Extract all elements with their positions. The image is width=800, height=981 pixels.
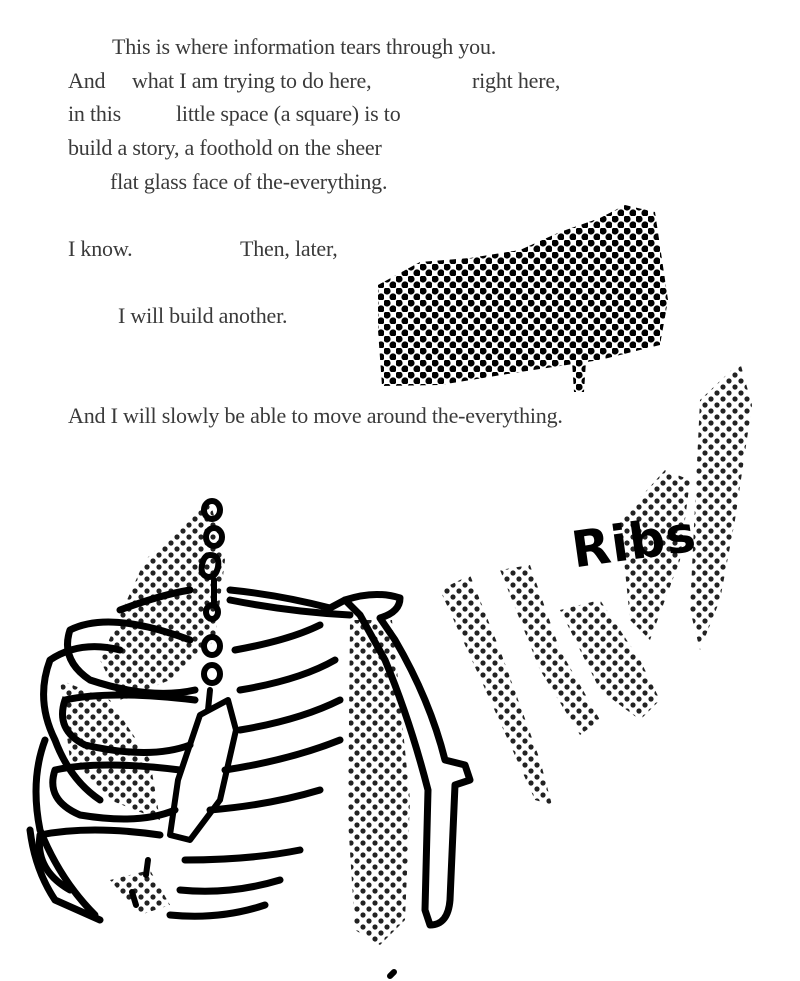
poem-line-6-start: I know. [68,236,133,261]
poem-line-2-end: right here, [472,68,561,93]
poem-line-3-end: little space (a square) is to [176,101,401,126]
poem-line-1: This is where information tears through you. [112,34,497,59]
poem-line-2-middle: what I am trying to do here, [132,68,372,93]
poem-line-7: I will build another. [118,303,288,328]
ribs-label: Ribs [568,504,701,580]
poem-line-4: build a story, a foothold on the sheer [68,135,382,160]
poem-line-8: And I will slowly be able to move around the-everything. [68,403,563,428]
poem-line-6-end: Then, later, [240,236,338,261]
poem-line-3-start: in this [68,101,121,126]
poem-line-5: flat glass face of the-everything. [110,169,388,194]
poem-line-2-start: And [68,68,106,93]
